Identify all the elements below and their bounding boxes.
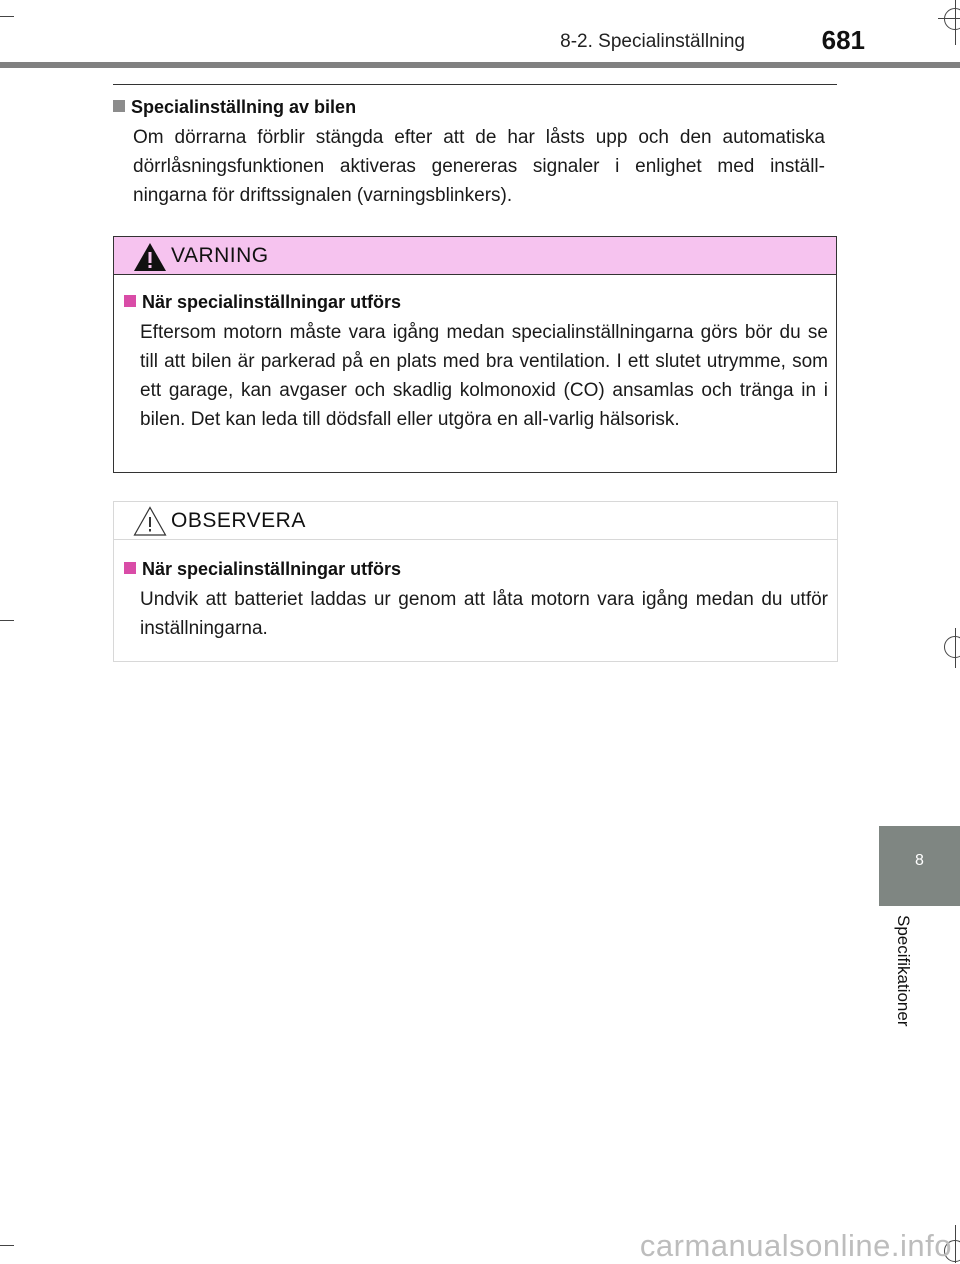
- crop-circle: [944, 636, 960, 658]
- warning-heading-text: När specialinställningar utförs: [142, 292, 402, 312]
- chapter-label-text: Specifikationer: [894, 915, 913, 1027]
- chapter-number: 8: [915, 852, 924, 869]
- header-bar: [0, 62, 960, 68]
- notice-heading: [124, 559, 827, 580]
- footer-watermark: carmanualsonline.info: [639, 1228, 952, 1263]
- notice-heading-text: När specialinställningar utförs: [142, 559, 402, 579]
- page-number: 681: [821, 25, 865, 55]
- square-bullet-icon: [124, 295, 136, 307]
- notice-box: [113, 501, 838, 662]
- warning-box: [113, 236, 837, 473]
- warning-title: VARNING: [171, 244, 269, 267]
- top-rule: [113, 84, 837, 85]
- crop-mark: [0, 16, 14, 17]
- warning-content: [124, 292, 826, 434]
- caution-triangle-icon: [133, 506, 167, 536]
- notice-box-header: [114, 502, 837, 540]
- intro-heading-text: Specialinställning av bilen: [131, 97, 357, 117]
- notice-content: [124, 559, 827, 643]
- square-bullet-icon: [113, 100, 125, 112]
- header-section-title: 8-2. Specialinställning: [560, 31, 745, 52]
- intro-section: [113, 97, 837, 210]
- crop-mark: [0, 1245, 14, 1246]
- square-bullet-icon: [124, 562, 136, 574]
- warning-box-header: [114, 237, 836, 275]
- warning-heading: [124, 292, 826, 313]
- crop-circle: [944, 8, 960, 30]
- notice-title: OBSERVERA: [171, 509, 306, 532]
- chapter-label: [893, 915, 915, 1055]
- notice-body: Undvik att batteriet laddas ur genom att låta motorn vara igång medan du utför inställningarna.: [140, 589, 828, 639]
- warning-triangle-icon: [133, 242, 167, 272]
- intro-heading: [113, 97, 837, 118]
- warning-body: Eftersom motorn måste vara igång medan specialinställningarna görs bör du se till att bilen är parkerad på en plats med bra ventilation. I ett slutet utrymme, som ett garage, kan avgaser och skadlig kolmonoxid (CO) ansamlas och tränga in i bilen. Det kan leda till dödsfall eller utgöra en all-varlig hälsorisk.: [140, 322, 828, 430]
- intro-body: Om dörrarna förblir stängda efter att de har låsts upp och den automatiska dörrlåsningsfunktionen aktiveras genereras signaler i enlighet med inställ-ningarna för driftssignalen (varningsblinkers).: [133, 127, 825, 206]
- crop-mark: [0, 620, 14, 621]
